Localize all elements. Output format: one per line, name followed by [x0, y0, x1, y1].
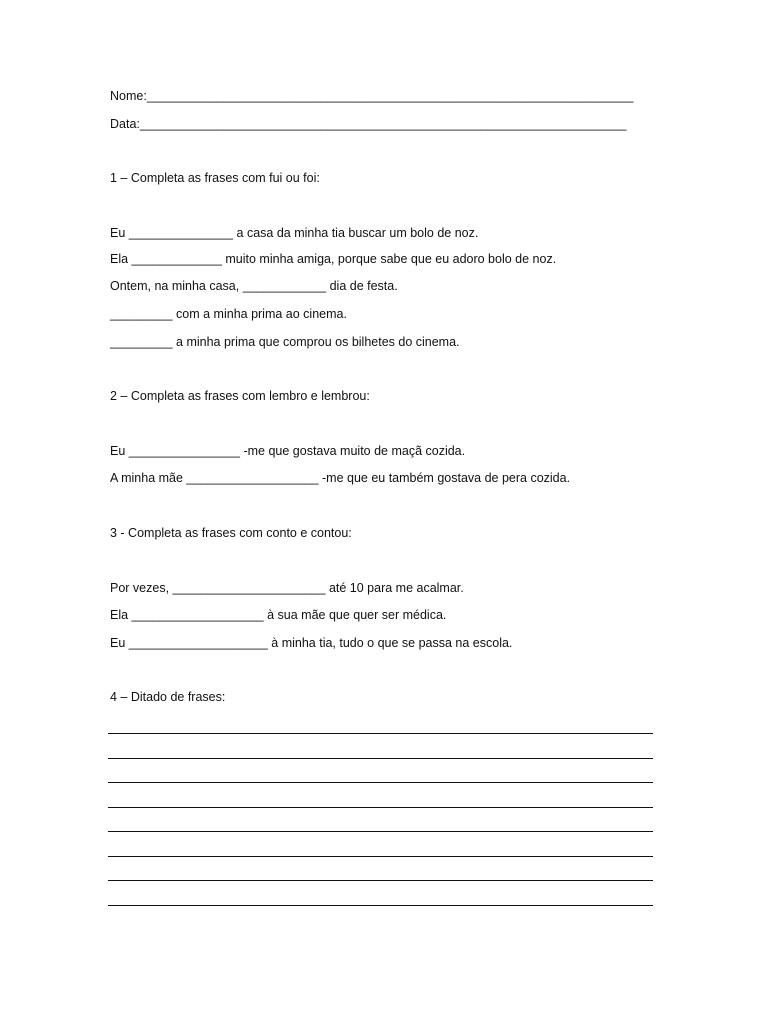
name-line: Nome:______________________________________________________________________ [110, 89, 634, 103]
section-3-sentence: Eu ____________________ à minha tia, tudo o que se passa na escola. [110, 636, 513, 650]
section-1-sentence: _________ a minha prima que comprou os bilhetes do cinema. [110, 335, 460, 349]
section-2-title: 2 – Completa as frases com lembro e lembrou: [110, 389, 370, 403]
section-3-title: 3 - Completa as frases com conto e contou: [110, 526, 352, 540]
section-3-sentence: Ela ___________________ à sua mãe que quer ser médica. [110, 608, 447, 622]
section-1-sentence: _________ com a minha prima ao cinema. [110, 307, 347, 321]
date-line: Data:______________________________________________________________________ [110, 117, 627, 131]
section-4-title: 4 – Ditado de frases: [110, 690, 226, 704]
section-2-sentence: Eu ________________ -me que gostava muito de maçã cozida. [110, 444, 466, 458]
dictation-writing-line [108, 782, 653, 783]
section-1-title: 1 – Completa as frases com fui ou foi: [110, 171, 320, 185]
dictation-writing-line [108, 733, 653, 734]
dictation-writing-line [108, 758, 653, 759]
section-2-sentence: A minha mãe ___________________ -me que eu também gostava de pera cozida. [110, 471, 571, 485]
dictation-writing-line [108, 880, 653, 881]
section-1-sentence: Ela _____________ muito minha amiga, porque sabe que eu adoro bolo de noz. [110, 252, 557, 266]
dictation-writing-line [108, 831, 653, 832]
dictation-writing-line [108, 856, 653, 857]
section-1-sentence: Eu _______________ a casa da minha tia buscar um bolo de noz. [110, 226, 479, 240]
dictation-writing-line [108, 807, 653, 808]
section-1-sentence: Ontem, na minha casa, ____________ dia de festa. [110, 279, 398, 293]
section-3-sentence: Por vezes, ______________________ até 10 para me acalmar. [110, 581, 464, 595]
dictation-writing-line [108, 905, 653, 906]
